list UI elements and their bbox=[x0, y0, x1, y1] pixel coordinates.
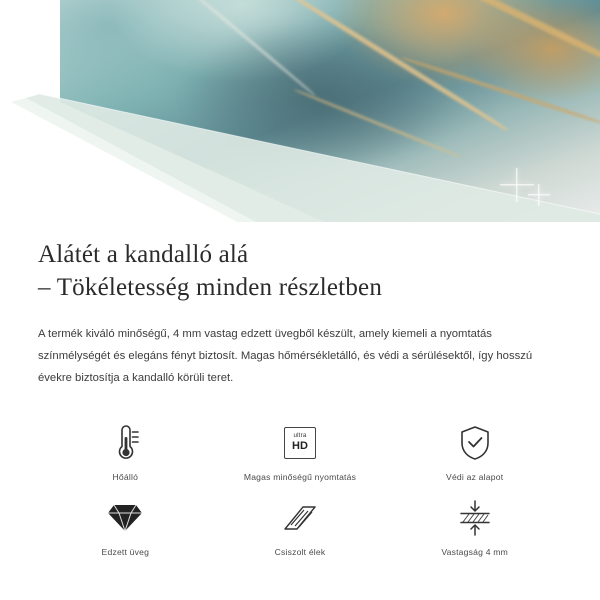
badge-bottom-text: HD bbox=[292, 439, 308, 452]
badge-top-text: ultra bbox=[293, 432, 307, 440]
shield-check-icon bbox=[390, 421, 560, 465]
feature-label: Hőálló bbox=[112, 471, 139, 482]
feature-label: Vastagság 4 mm bbox=[441, 546, 508, 557]
page-title bbox=[38, 238, 562, 305]
hero-product-image bbox=[0, 0, 600, 222]
product-description-text: A termék kiváló minőségű, 4 mm vastag edzett üvegből készült, amely kiemeli a nyomtatás színmélységét és elegáns fényt biztosít. Magas hőmérsékletálló, és védi a sérülésektől, így hosszú évekre biztosítja a kandalló körüli teret. bbox=[38, 327, 533, 384]
headline-line-2: – Tökéletesség minden részletben bbox=[38, 274, 383, 302]
feature-item-thickness bbox=[390, 490, 560, 557]
headline-line-1: Alátét a kandalló alá bbox=[38, 241, 249, 268]
feature-item-heat-resistant bbox=[40, 415, 210, 482]
polished-edges-icon bbox=[215, 496, 385, 540]
feature-item-tempered-glass bbox=[40, 490, 210, 557]
thickness-icon bbox=[390, 496, 560, 540]
diamond-icon bbox=[40, 496, 210, 540]
feature-label: Edzett üveg bbox=[101, 546, 150, 557]
feature-grid bbox=[38, 415, 562, 557]
feature-label: Magas minőségű nyomtatás bbox=[243, 471, 357, 482]
ultra-hd-icon bbox=[215, 421, 385, 465]
marble-shadow-overlay bbox=[180, 18, 456, 173]
feature-item-polished-edges bbox=[215, 490, 385, 557]
feature-label: Csiszolt élek bbox=[274, 546, 326, 557]
feature-item-protects-base bbox=[390, 415, 560, 482]
feature-item-print-quality bbox=[215, 415, 385, 482]
feature-label: Védi az alapot bbox=[446, 471, 504, 482]
thermometer-icon bbox=[40, 421, 210, 465]
content-area bbox=[0, 238, 600, 557]
